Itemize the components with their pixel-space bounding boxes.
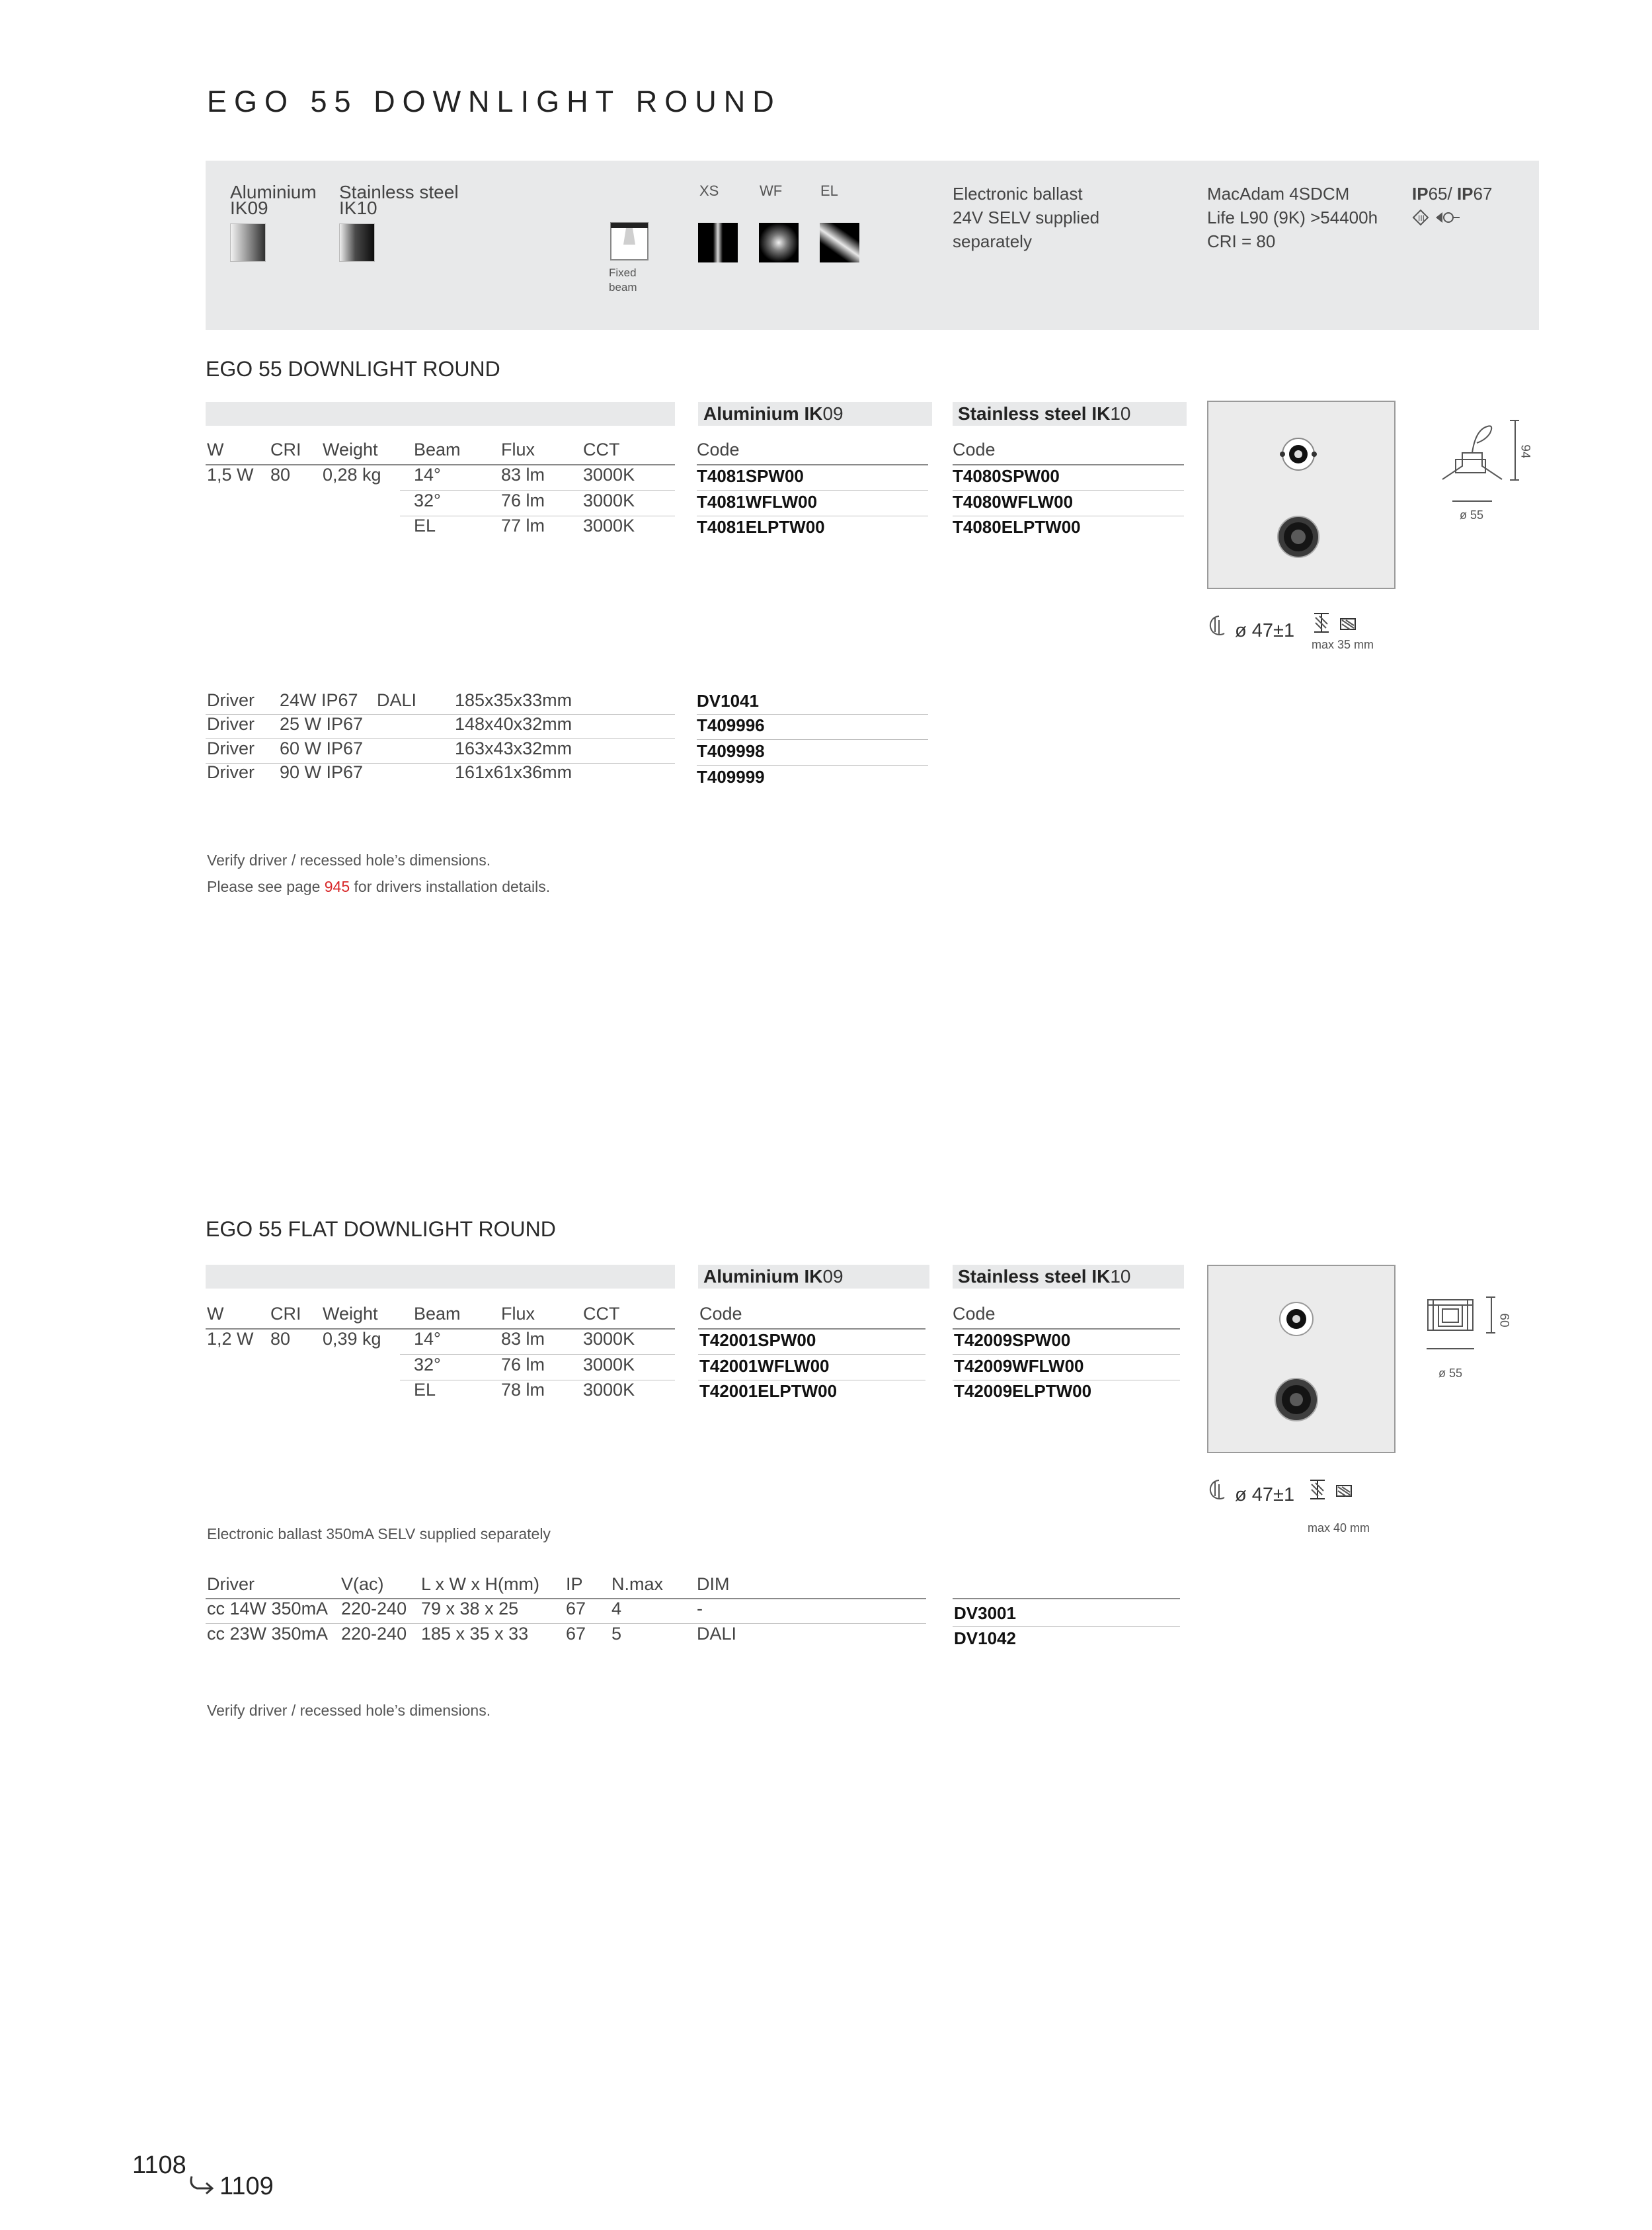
s2-hole-saw-icon <box>1207 1476 1231 1506</box>
class-iii-icon <box>1413 210 1428 225</box>
s1-w: 1,5 W <box>207 465 254 485</box>
s2-note-verify: Verify driver / recessed hole’s dimensions. <box>207 1702 491 1719</box>
s2-ss-code-1: T42009SPW00 <box>954 1330 1071 1350</box>
s1-header-beam: Beam <box>414 440 461 459</box>
finish-aluminium-label: Aluminium IK09 <box>230 182 317 218</box>
s2-driver2-vac: 220-240 <box>341 1624 407 1644</box>
s1-recess-depth-icon <box>1312 610 1359 639</box>
s2-row2-flux: 76 lm <box>501 1355 545 1374</box>
s1-driver1-spec: 24W IP67 <box>280 690 358 710</box>
s1-driver4-size: 161x61x36mm <box>455 762 572 782</box>
s2-driver2-nmax: 5 <box>611 1624 622 1644</box>
s2-driver1-code: DV3001 <box>954 1603 1016 1623</box>
s2-driver1-nmax: 4 <box>611 1599 622 1618</box>
s1-driver-rule <box>206 738 675 739</box>
beam-label-wf: WF <box>760 182 783 199</box>
s1-driver4-code: T409999 <box>697 767 765 787</box>
s1-cri: 80 <box>270 465 291 485</box>
s2-spotlight-icon <box>1280 1302 1313 1335</box>
finish-stainless-label: Stainless steel IK10 <box>339 182 459 218</box>
s1-driver3-code: T409998 <box>697 741 765 761</box>
s1-code-rule <box>697 490 928 491</box>
fixed-beam-icon <box>610 222 649 260</box>
s2-cri: 80 <box>270 1329 291 1349</box>
s2-alu-code-3: T42001ELPTW00 <box>699 1381 838 1401</box>
section1-ss-header: Stainless steel IK10 <box>953 402 1187 426</box>
s2-driver2-ip: 67 <box>566 1624 586 1644</box>
aluminium-swatch <box>230 223 266 262</box>
s2-ss-rule <box>953 1328 1180 1330</box>
s2-dim-height: 60 <box>1497 1313 1511 1328</box>
s1-dim-height: 94 <box>1518 444 1532 459</box>
s1-driver4-label: Driver <box>207 762 255 782</box>
beam-wf-icon <box>759 223 799 262</box>
svg-text:III: III <box>1418 214 1425 223</box>
ball-impact-icon <box>1436 212 1460 223</box>
s1-header-cri: CRI <box>270 440 301 459</box>
section2-ss-header: Stainless steel IK10 <box>953 1265 1184 1289</box>
s2-header-flux: Flux <box>501 1304 535 1324</box>
s1-driver3-spec: 60 W IP67 <box>280 738 364 758</box>
s2-dh-ip: IP <box>566 1574 583 1594</box>
s2-alu-code-label: Code <box>699 1304 742 1324</box>
s2-driver2-dim: DALI <box>697 1624 737 1644</box>
s1-ss-code-1: T4080SPW00 <box>953 466 1060 486</box>
page-title: EGO 55 DOWNLIGHT ROUND <box>207 85 781 118</box>
s2-driver-code-rule <box>953 1626 1180 1627</box>
s1-ss-code-3: T4080ELPTW00 <box>953 517 1081 537</box>
s1-header-weight: Weight <box>323 440 378 459</box>
s1-row2-beam: 32° <box>414 491 441 510</box>
s1-alu-code-1: T4081SPW00 <box>697 466 804 486</box>
s2-ss-code-3: T42009ELPTW00 <box>954 1381 1092 1401</box>
s1-weight: 0,28 kg <box>323 465 381 485</box>
s2-row3-flux: 78 lm <box>501 1380 545 1400</box>
section1-spec-bar <box>206 402 675 426</box>
s1-driver-rule <box>206 763 675 764</box>
s1-alu-code-2: T4081WFLW00 <box>697 492 818 512</box>
next-page-number[interactable]: 1109 <box>219 2172 274 2200</box>
s1-max-depth: max 35 mm <box>1312 638 1374 651</box>
s2-code-rule <box>953 1354 1180 1355</box>
s1-row3-beam: EL <box>414 516 436 536</box>
beam-label-el: EL <box>820 182 838 199</box>
s2-recess-depth-icon <box>1308 1476 1355 1506</box>
s1-alu-code-label: Code <box>697 440 740 459</box>
s2-driver2-code: DV1042 <box>954 1628 1016 1648</box>
s1-row2-cct: 3000K <box>583 491 635 510</box>
s2-dh-nmax: N.max <box>611 1574 664 1594</box>
page-number: 1108 <box>132 2151 186 2179</box>
s2-header-cri: CRI <box>270 1304 301 1324</box>
s1-driver-code-rule <box>697 714 928 715</box>
s2-driver1-name: cc 14W 350mA <box>207 1599 329 1618</box>
s2-dim-diameter: ø 55 <box>1438 1367 1463 1380</box>
s1-driver1-dim: DALI <box>377 690 417 710</box>
s2-alu-rule <box>698 1328 925 1330</box>
s1-driver3-size: 163x43x32mm <box>455 738 572 758</box>
s2-dh-vac: V(ac) <box>341 1574 384 1594</box>
s1-driver-code-rule <box>697 765 928 766</box>
s2-row1-flux: 83 lm <box>501 1329 545 1349</box>
s2-code-rule <box>698 1354 925 1355</box>
s1-driver2-code: T409996 <box>697 715 765 735</box>
s1-row1-beam: 14° <box>414 465 441 485</box>
s1-row3-flux: 77 lm <box>501 516 545 536</box>
s1-hole-saw-icon <box>1207 612 1231 642</box>
s2-hole-diameter: ø 47±1 <box>1235 1484 1295 1505</box>
s1-row1-cct: 3000K <box>583 465 635 485</box>
beam-label-xs: XS <box>699 182 719 199</box>
s2-downlight-icon <box>1275 1378 1318 1421</box>
section2-alu-header: Aluminium IK09 <box>698 1265 929 1289</box>
s1-row2-flux: 76 lm <box>501 491 545 510</box>
s1-driver1-code: DV1041 <box>697 691 759 711</box>
s1-driver4-spec: 90 W IP67 <box>280 762 364 782</box>
s2-driver-code-rule <box>953 1598 1180 1599</box>
s1-header-w: W <box>207 440 224 459</box>
s2-header-beam: Beam <box>414 1304 461 1324</box>
s2-driver1-vac: 220-240 <box>341 1599 407 1618</box>
s1-ss-code-2: T4080WFLW00 <box>953 492 1074 512</box>
s2-header-weight: Weight <box>323 1304 378 1324</box>
s2-max-depth: max 40 mm <box>1308 1521 1370 1534</box>
s2-alu-code-1: T42001SPW00 <box>699 1330 816 1350</box>
s2-driver2-size: 185 x 35 x 33 <box>421 1624 529 1644</box>
s1-product-photo <box>1207 401 1396 589</box>
s2-row2-beam: 32° <box>414 1355 441 1374</box>
s2-ballast-note: Electronic ballast 350mA SELV supplied separately <box>207 1525 551 1542</box>
s2-header-w: W <box>207 1304 224 1324</box>
s2-w: 1,2 W <box>207 1329 254 1349</box>
ip-rating: IP65/ IP67 <box>1412 184 1493 204</box>
s1-page-link[interactable]: 945 <box>324 878 350 895</box>
s2-dh-size: L x W x H(mm) <box>421 1574 539 1594</box>
section1-title: EGO 55 DOWNLIGHT ROUND <box>206 357 500 381</box>
s1-row1-flux: 83 lm <box>501 465 545 485</box>
s1-header-flux: Flux <box>501 440 535 459</box>
s1-driver2-size: 148x40x32mm <box>455 714 572 734</box>
s1-driver2-label: Driver <box>207 714 255 734</box>
s2-row3-beam: EL <box>414 1380 436 1400</box>
next-page-arrow-icon <box>188 2174 217 2201</box>
s1-ss-code-label: Code <box>953 440 996 459</box>
fixed-beam-label: Fixed beam <box>609 266 637 294</box>
s2-driver1-size: 79 x 38 x 25 <box>421 1599 519 1618</box>
s2-row2-cct: 3000K <box>583 1355 635 1374</box>
ballast-info: Electronic ballast 24V SELV supplied separately <box>953 184 1100 251</box>
s2-ss-code-label: Code <box>953 1304 996 1324</box>
s2-driver1-ip: 67 <box>566 1599 586 1618</box>
s1-note-verify: Verify driver / recessed hole’s dimensions. <box>207 852 491 869</box>
s2-driver2-name: cc 23W 350mA <box>207 1624 329 1644</box>
s2-row3-cct: 3000K <box>583 1380 635 1400</box>
s1-dimension-drawing <box>1436 417 1542 522</box>
s2-ss-code-2: T42009WFLW00 <box>954 1356 1084 1376</box>
s1-alu-code-3: T4081ELPTW00 <box>697 517 825 537</box>
beam-el-icon <box>820 223 859 262</box>
s2-alu-code-2: T42001WFLW00 <box>699 1356 830 1376</box>
s1-driver-code-rule <box>697 739 928 740</box>
s1-driver1-size: 185x35x33mm <box>455 690 572 710</box>
s2-row1-beam: 14° <box>414 1329 441 1349</box>
beam-xs-icon <box>698 223 738 262</box>
s1-spotlight-icon <box>1280 438 1317 470</box>
s2-row1-cct: 3000K <box>583 1329 635 1349</box>
section2-title: EGO 55 FLAT DOWNLIGHT ROUND <box>206 1217 556 1241</box>
s2-dh-driver: Driver <box>207 1574 255 1594</box>
s1-row3-cct: 3000K <box>583 516 635 536</box>
s2-weight: 0,39 kg <box>323 1329 381 1349</box>
s1-downlight-icon <box>1278 516 1319 557</box>
s1-driver-rule <box>206 714 675 715</box>
s1-hole-diameter: ø 47±1 <box>1235 620 1295 641</box>
stainless-swatch <box>339 223 375 262</box>
s1-driver3-label: Driver <box>207 738 255 758</box>
s2-dh-dim: DIM <box>697 1574 730 1594</box>
s2-header-cct: CCT <box>583 1304 620 1324</box>
s1-note-drivers: Please see page 945 for drivers installation details. <box>207 878 551 895</box>
s1-code-rule <box>953 490 1184 491</box>
s1-header-cct: CCT <box>583 440 620 459</box>
s2-driver1-dim: - <box>697 1599 703 1618</box>
macadam-info: MacAdam 4SDCM Life L90 (9K) >54400h CRI = 80 <box>1207 184 1378 251</box>
s1-alu-rule <box>697 464 928 465</box>
section2-spec-bar <box>206 1265 675 1289</box>
s1-dim-diameter: ø 55 <box>1460 508 1484 522</box>
section1-alu-header: Aluminium IK09 <box>698 402 932 426</box>
s2-product-photo <box>1207 1265 1396 1453</box>
s1-ss-rule <box>953 464 1184 465</box>
certification-icons <box>1412 209 1465 229</box>
s1-driver1-label: Driver <box>207 690 255 710</box>
s1-driver2-spec: 25 W IP67 <box>280 714 364 734</box>
